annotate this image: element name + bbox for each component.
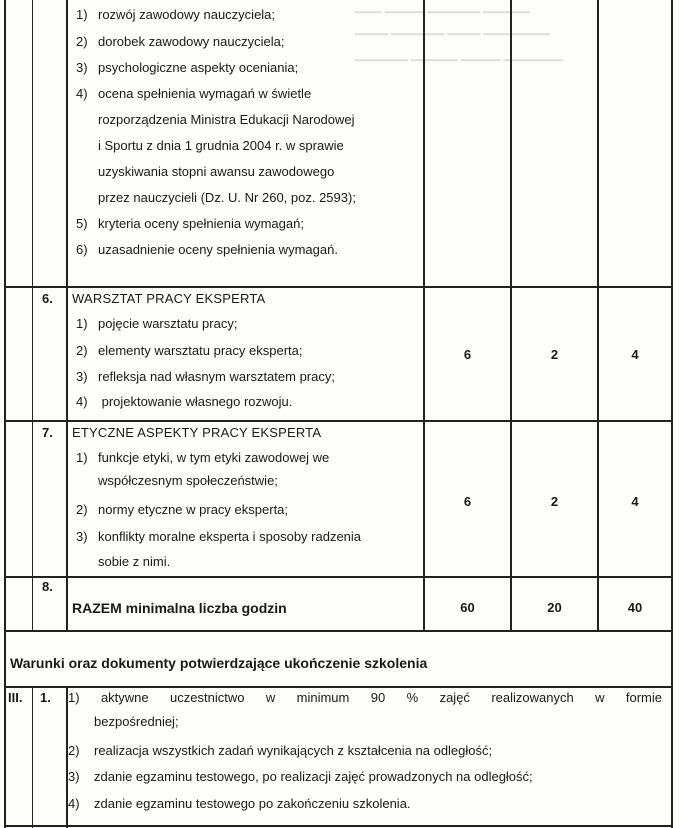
hours-total: 6 [463,494,472,509]
row-number: 7. [42,425,53,440]
total-label: RAZEM minimalna liczba godzin [72,600,287,616]
list-item: 3) konflikty moralne eksperta i sposoby radzenia [76,529,362,544]
section-title: WARSZTAT PRACY EKSPERTA [72,291,266,306]
list-item: 2) realizacja wszystkich zadań wynikających z kształcenia na odległość; [68,743,493,758]
column-separator [66,0,68,630]
list-item: 3) refleksja nad własnym warsztatem pracy; [76,369,335,384]
list-item: 3) psychologiczne aspekty oceniania; [76,60,299,75]
row-number: 6. [42,291,53,306]
bleed-through-text: ━━━━━ ━━━━━━━━ ━━━━━ ━━━━━━━━━━ [355,29,550,41]
list-item: 1) funkcje etyki, w tym etyki zawodowej we [76,450,330,465]
list-item: 1) rozwój zawodowy nauczyciela; [76,7,276,22]
hours-remote: 4 [631,347,639,362]
list-item: 4) zdanie egzaminu testowego po zakończeniu szkolenia. [68,796,411,811]
hours-direct: 2 [550,347,559,362]
hours-remote: 40 [627,600,643,615]
list-item: 6) uzasadnienie oceny spełnienia wymagań. [76,242,338,257]
list-item: 4) ocena spełnienia wymagań w świetle [76,86,312,101]
list-item-continuation: współczesnym społeczeństwie; [98,473,278,488]
row-divider [4,630,673,632]
row-divider [4,825,673,827]
row-divider [4,686,673,688]
hours-direct: 20 [547,600,562,615]
list-item: 2) dorobek zawodowy nauczyciela; [76,34,285,49]
roman-numeral: III. [8,690,23,705]
list-item-continuation: uzyskiwania stopni awansu zawodowego [98,164,335,179]
list-item: 2) elementy warsztatu pracy eksperta; [76,343,303,358]
hours-total: 60 [460,600,475,615]
section-title: ETYCZNE ASPEKTY PRACY EKSPERTA [72,425,322,440]
hours-direct: 2 [550,494,559,509]
column-separator [510,0,512,630]
hours-remote: 4 [631,494,639,509]
list-item-continuation: bezpośredniej; [94,714,179,729]
bleed-through-text: ━━━━━━━━ ━━━━━━━ ━━━━━━ ━━━━━━━━━ [355,55,563,67]
list-item: 2) normy etyczne w pracy eksperta; [76,502,289,517]
table-border-right [671,0,673,828]
list-item: 1) pojęcie warsztatu pracy; [76,316,238,331]
row-divider [4,286,673,288]
table-border-left [4,0,6,828]
list-item-continuation: rozporządzenia Ministra Edukacji Narodowej [98,112,355,127]
column-separator [32,686,33,828]
row-number: 8. [42,579,53,594]
list-item-continuation: sobie z nimi. [98,554,171,569]
list-item: 5) kryteria oceny spełnienia wymagań; [76,216,304,231]
column-separator [597,0,599,630]
list-item: 4) projektowanie własnego rozwoju. [76,394,293,409]
list-item-continuation: i Sportu z dnia 1 grudnia 2004 r. w sprawie [98,138,344,153]
column-separator [32,0,33,630]
row-divider [4,576,673,578]
list-item: 3) zdanie egzaminu testowego, po realizacji zajęć prowadzonych na odległość; [68,769,533,784]
list-item-continuation: przez nauczycieli (Dz. U. Nr 260, poz. 2593); [98,190,356,205]
hours-total: 6 [463,347,472,362]
conditions-heading: Warunki oraz dokumenty potwierdzające ukończenie szkolenia [10,655,428,671]
row-divider [4,420,673,422]
column-separator [423,0,425,630]
list-item-justified: 1) aktywne uczestnictwo w minimum 90 % zajęć realizowanych w formie [68,690,662,705]
row-number: 1. [40,690,51,705]
bleed-through-text: ━━━━ ━━━━━━ ━━━━━━━━ ━━━━━━━ [355,7,530,19]
